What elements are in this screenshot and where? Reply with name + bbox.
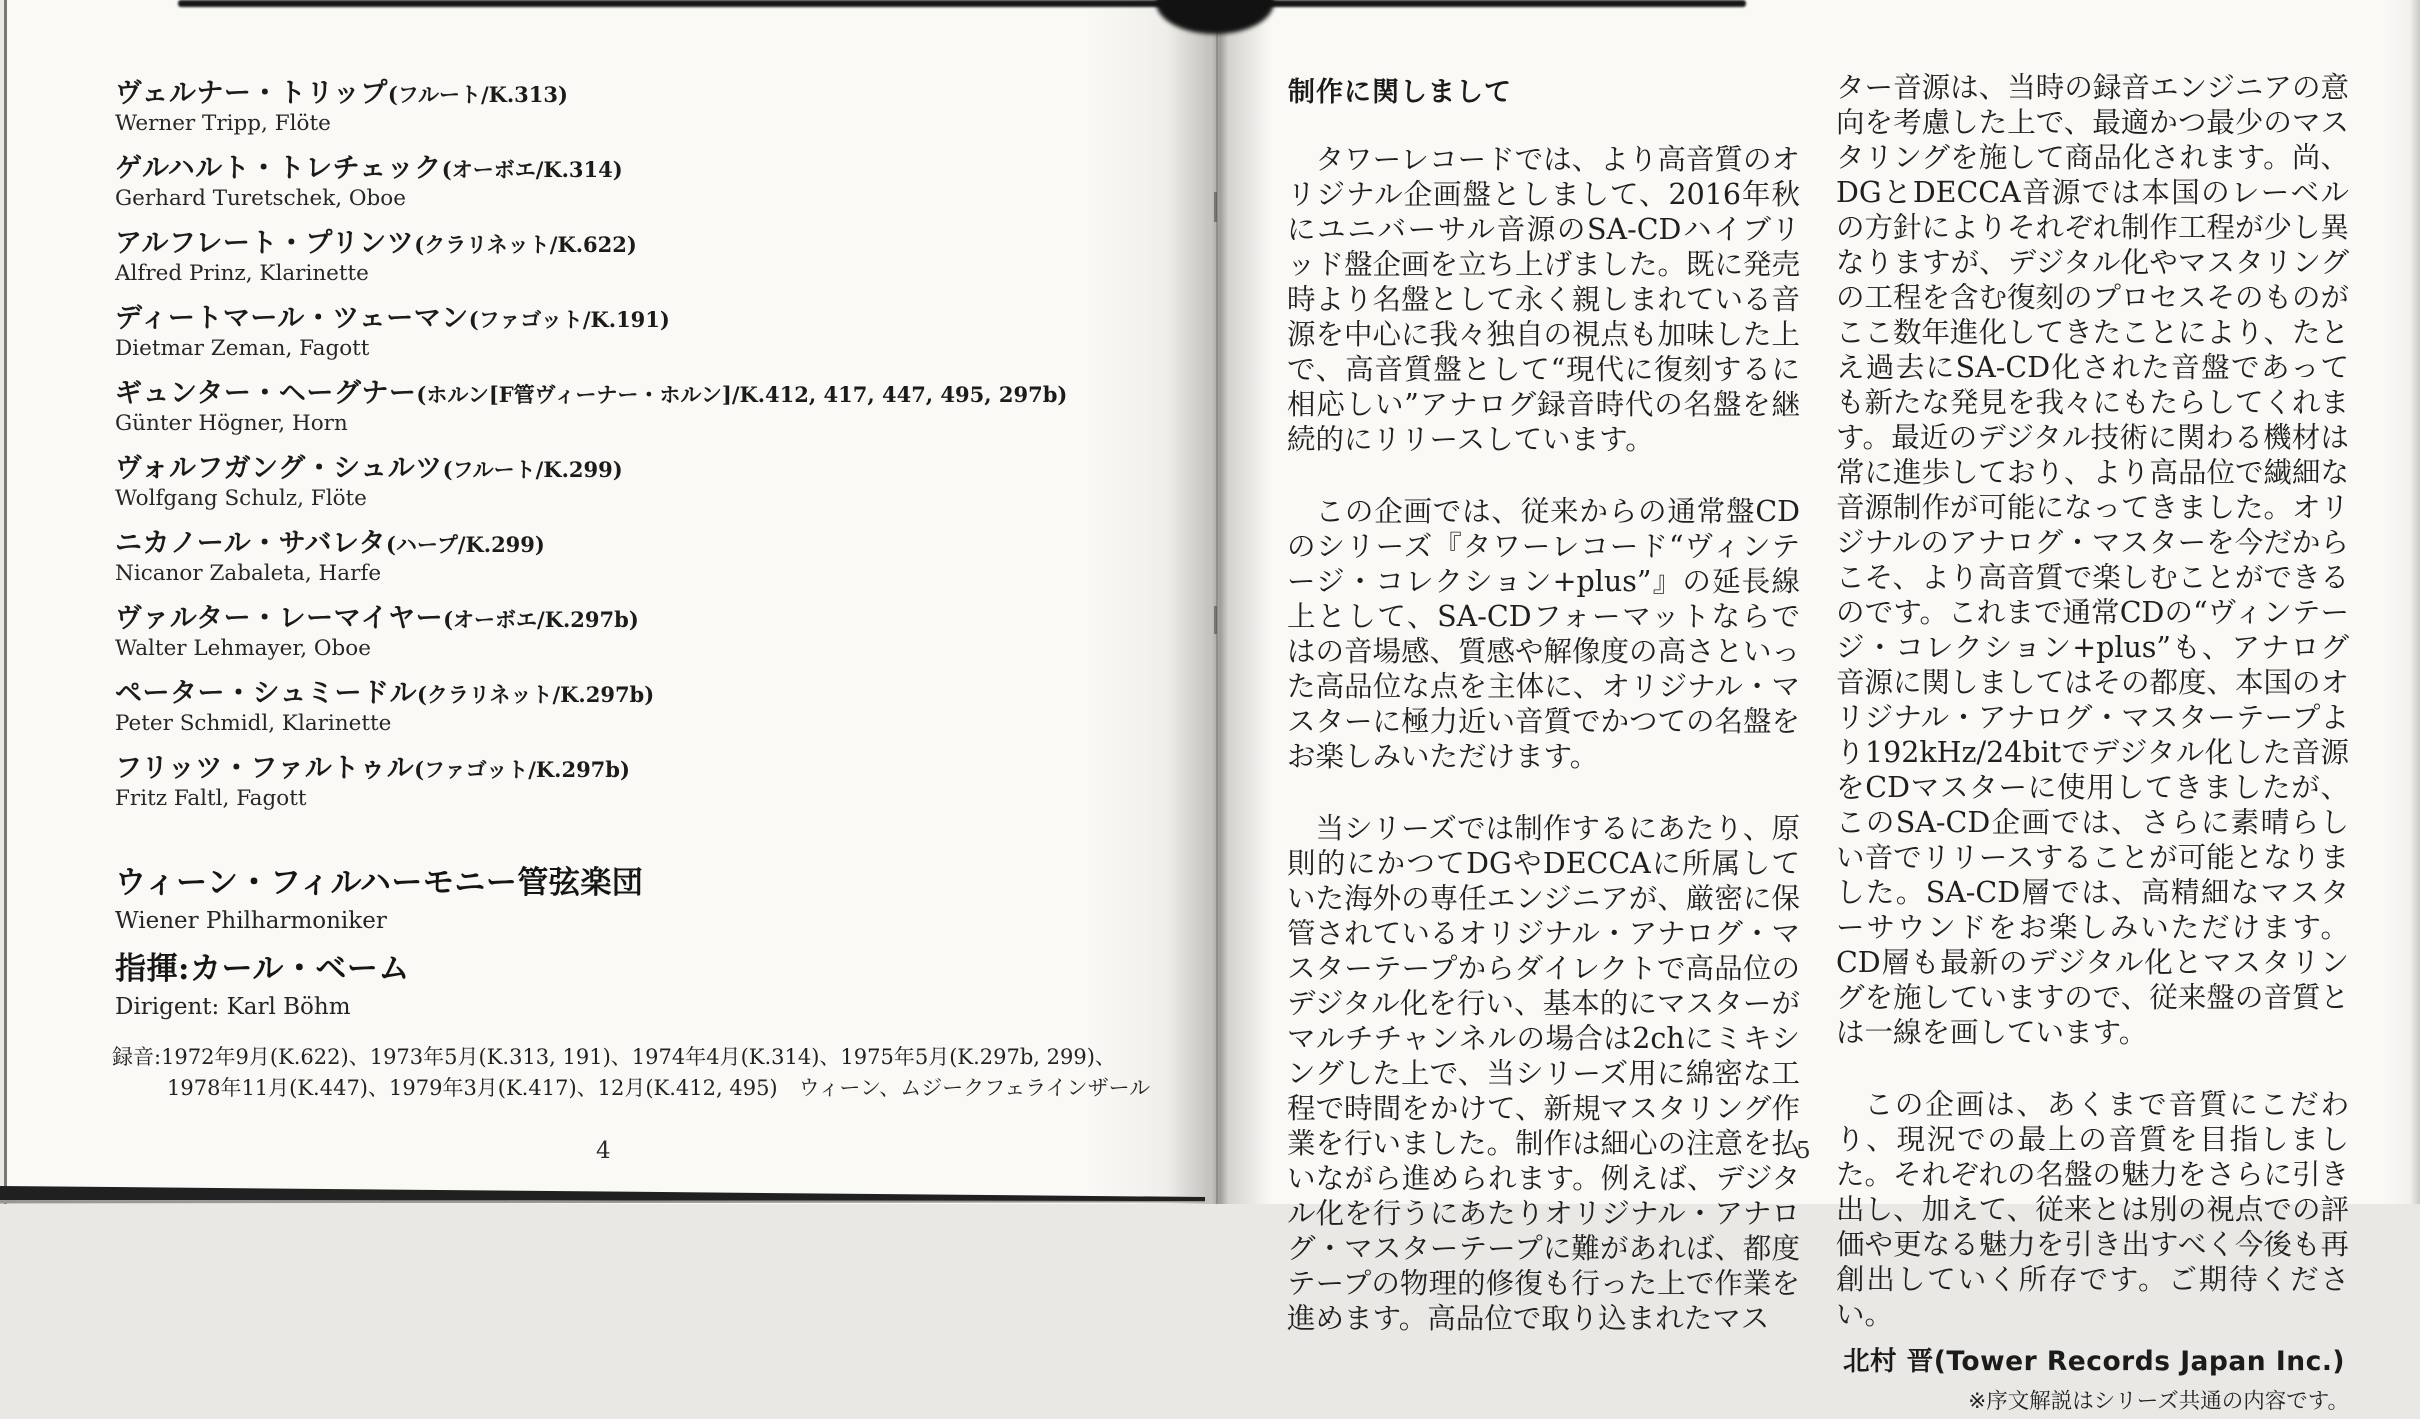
performer-name-en: Gerhard Turetschek, Oboe <box>115 186 406 211</box>
performer-name-jp: ディートマール・ツェーマン <box>115 303 469 334</box>
performer-name-en: Wolfgang Schulz, Flöte <box>115 486 367 511</box>
performer-name-jp: アルフレート・プリンツ <box>115 228 415 259</box>
orchestra-name-en: Wiener Philharmoniker <box>115 908 387 934</box>
recording-note-line1: 録音:1972年9月(K.622)、1973年5月(K.313, 191)、1974年4月(K.314)、1975年5月(K.297b, 299)、 <box>112 1045 1116 1069</box>
performer-name-en: Günter Högner, Horn <box>115 411 348 436</box>
performer-name-jp: ギュンター・ヘーグナー <box>115 378 417 409</box>
production-notes-title: 制作に関しまして <box>1288 77 1512 108</box>
production-notes-column-1 <box>1287 142 1800 1336</box>
performer-instrument-jp: (ファゴット/K.191) <box>468 307 670 332</box>
performer-instrument-jp: (ファゴット/K.297b) <box>414 757 630 782</box>
production-notes-column-2 <box>1836 70 2349 1419</box>
performer-instrument-jp: (クラリネット/K.297b) <box>416 682 655 707</box>
performer-row <box>115 78 1067 153</box>
notes-paragraph: この企画では、従来からの通常盤CDのシリーズ『タワーレコード“ヴィンテージ・コレクション+plus”』の延長線上として、SA-CDフォーマットならではの音場感、質感や解像度の高さといった高品位な点を主体に、オリジナル・マスターに極力近い音質でかつての名盤をお楽しみいただけます。 <box>1287 495 1801 773</box>
performer-name-en: Nicanor Zabaleta, Harfe <box>115 561 382 586</box>
performer-row <box>115 228 1067 303</box>
performer-instrument-jp: (ホルン[F管ヴィーナー・ホルン]/K.412, 417, 447, 495, 297b) <box>416 382 1068 407</box>
performer-name-jp: ペーター・シュミードル <box>115 678 417 709</box>
performer-name-en: Fritz Faltl, Fagott <box>115 786 307 811</box>
conductor-name-jp: 指揮:カール・ベーム <box>115 951 410 987</box>
page-number-left: 4 <box>596 1138 611 1164</box>
orchestra-credit <box>115 866 643 936</box>
performer-row <box>115 453 1067 528</box>
conductor-name-en: Dirigent: Karl Böhm <box>115 994 351 1020</box>
performer-row <box>115 378 1067 453</box>
performer-name-en: Dietmar Zeman, Fagott <box>115 336 370 361</box>
performer-name-jp: ヴェルナー・トリップ <box>115 78 388 109</box>
performer-name-en: Werner Tripp, Flöte <box>115 111 331 136</box>
performer-credits-list <box>115 78 1067 828</box>
performer-row <box>115 303 1067 378</box>
series-footnote: ※序文解説はシリーズ共通の内容です。 <box>1968 1389 2349 1414</box>
notes-paragraph: この企画は、あくまで音質にこだわり、現況での最上の音質を目指しました。それぞれの名盤の魅力をさらに引き出し、加えて、従来とは別の視点での評価や更なる魅力を引き出すべく今後も再創出していく所存です。ご期待ください。 <box>1836 1088 2350 1331</box>
author-signature: 北村 晋(Tower Records Japan Inc.) <box>1843 1346 2345 1377</box>
notes-paragraph: ター音源は、当時の録音エンジニアの意向を考慮した上で、最適かつ最少のマスタリングを施して商品化されます。尚、DGとDECCA音源では本国のレーベルの方針によりそれぞれ制作工程が少し異なりますが、デジタル化やマスタリングの工程を含む復刻のプロセスそのものがここ数年進化してきたことにより、たとえ過去にSA-CD化された音盤であっても新たな発見を我々にもたらしてくれます。最近のデジタル技術に関わる機材は常に進歩しており、より高品位で繊細な音源制作が可能になってきました。オリジナルのアナログ・マスターを今だからこそ、より高音質で楽しむことができるのです。これまで通常CDの“ヴィンテージ・コレクション+plus”も、アナログ音源に関しましてはその都度、本国のオリジナル・アナログ・マスターテープより192kHz/24bitでデジタル化した音源をCDマスターに使用してきましたが、このSA-CD企画では、さらに素晴らしい音でリリースすることが可能となりました。SA-CD層では、高精細なマスターサウンドをお楽しみいただけます。CD層も最新のデジタル化とマスタリングを施していますので、従来盤の音質とは一線を画しています。 <box>1836 71 2350 1049</box>
performer-name-jp: ゲルハルト・トレチェック <box>115 153 442 184</box>
performer-name-jp: ヴォルフガング・シュルツ <box>115 453 443 484</box>
performer-instrument-jp: (オーボエ/K.297b) <box>443 607 639 632</box>
performer-instrument-jp: (フルート/K.313) <box>387 82 568 107</box>
performer-row <box>115 753 1067 828</box>
notes-paragraph: タワーレコードでは、より高音質のオリジナル企画盤としまして、2016年秋にユニバーサル音源のSA-CDハイブリッド盤企画を立ち上げました。既に発売時より名盤として永く親しまれている音源を中心に我々独自の視点も加味した上で、高音質盤として“現代に復刻するに相応しい”アナログ録音時代の名盤を継続的にリリースしています。 <box>1287 143 1801 456</box>
recording-note-line2: 1978年11月(K.447)、1979年3月(K.417)、12月(K.412, 495) ウィーン、ムジークフェラインザール <box>167 1076 1151 1100</box>
performer-instrument-jp: (フルート/K.299) <box>442 457 623 482</box>
performer-name-en: Walter Lehmayer, Oboe <box>115 636 371 661</box>
orchestra-name-jp: ウィーン・フィルハーモニー管弦楽団 <box>115 865 644 901</box>
performer-instrument-jp: (ハープ/K.299) <box>385 532 545 557</box>
performer-instrument-jp: (クラリネット/K.622) <box>414 232 637 257</box>
notes-paragraph: 当シリーズでは制作するにあたり、原則的にかつてDGやDECCAに所属していた海外の専任エンジニアが、厳密に保管されているオリジナル・アナログ・マスターテープからダイレクトで高品位のデジタル化を行い、基本的にマスターがマルチチャンネルの場合は2chにミキシングした上で、当シリーズ用に綿密な工程で時間をかけて、新規マスタリング作業を行いました。制作は細心の注意を払いながら進められます。例えば、デジタル化を行うにあたりオリジナル・アナログ・マスターテープに難があれば、都度テープの物理的修復も行った上で作業を進めます。高品位で取り込まれたマス <box>1287 812 1801 1335</box>
performer-instrument-jp: (オーボエ/K.314) <box>441 157 623 182</box>
recording-note <box>112 1042 1150 1104</box>
performer-row <box>115 528 1067 603</box>
page-number-right: 5 <box>1796 1138 1811 1164</box>
performer-row <box>115 603 1067 678</box>
performer-name-jp: フリッツ・ファルトゥル <box>115 753 415 784</box>
performer-name-en: Alfred Prinz, Klarinette <box>115 261 369 286</box>
performer-name-jp: ニカノール・サバレタ <box>115 528 386 559</box>
performer-row <box>115 153 1067 228</box>
conductor-credit <box>115 952 410 1022</box>
performer-row <box>115 678 1067 753</box>
performer-name-en: Peter Schmidl, Klarinette <box>115 711 392 736</box>
performer-name-jp: ヴァルター・レーマイヤー <box>115 603 444 634</box>
